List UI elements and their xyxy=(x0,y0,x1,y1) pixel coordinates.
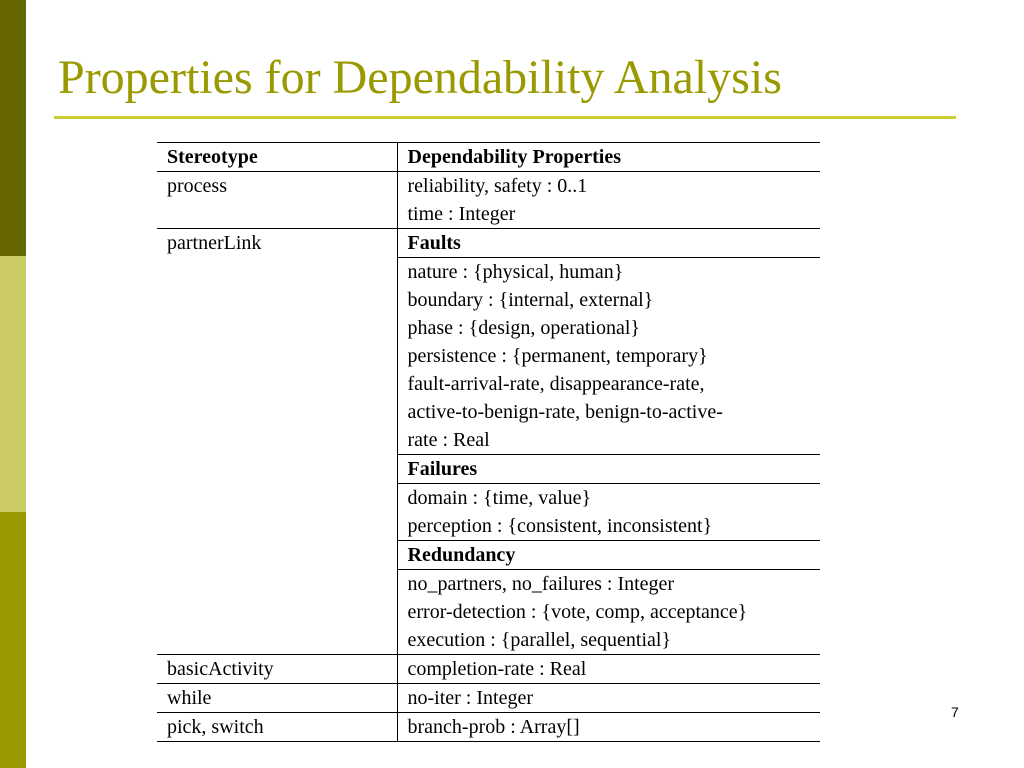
slide-title: Properties for Dependability Analysis xyxy=(58,51,782,104)
stereotype-cell: basicActivity xyxy=(157,655,397,684)
properties-cell: branch-prob : Array[] xyxy=(397,713,820,742)
failures-heading: Failures xyxy=(397,455,820,484)
stereotype-cell: while xyxy=(157,684,397,713)
table-row-pick-switch xyxy=(157,713,820,742)
sidebar xyxy=(0,0,26,768)
faults-properties: nature : {physical, human} boundary : {internal, external} phase : {design, operational} persistence : {permanent, temporary} fault-arrival-rate, disappearance-rate, active-to-benign-rate, benign-to-active- rate : Real xyxy=(397,258,820,455)
stereotype-cell: partnerLink xyxy=(157,229,397,655)
redundancy-heading: Redundancy xyxy=(397,541,820,570)
failures-properties: domain : {time, value} perception : {consistent, inconsistent} xyxy=(397,484,820,541)
table-row-while xyxy=(157,684,820,713)
properties-cell: reliability, safety : 0..1 time : Integer xyxy=(397,172,820,229)
table-header-row xyxy=(157,143,820,172)
table-row-basicactivity xyxy=(157,655,820,684)
properties-cell: no-iter : Integer xyxy=(397,684,820,713)
sidebar-band-middle xyxy=(0,256,26,512)
sidebar-band-bottom xyxy=(0,512,26,768)
dependability-properties-table xyxy=(157,142,820,742)
redundancy-properties: no_partners, no_failures : Integer error-detection : {vote, comp, acceptance} execution : {parallel, sequential} xyxy=(397,570,820,655)
table-row-partnerlink xyxy=(157,229,820,258)
sidebar-band-top xyxy=(0,0,26,256)
page-number: 7 xyxy=(951,704,959,720)
stereotype-cell: process xyxy=(157,172,397,229)
stereotype-cell: pick, switch xyxy=(157,713,397,742)
header-properties: Dependability Properties xyxy=(397,143,820,172)
table-row-process xyxy=(157,172,820,229)
properties-cell: completion-rate : Real xyxy=(397,655,820,684)
title-underline xyxy=(54,116,956,119)
faults-heading: Faults xyxy=(397,229,820,258)
header-stereotype: Stereotype xyxy=(157,143,397,172)
